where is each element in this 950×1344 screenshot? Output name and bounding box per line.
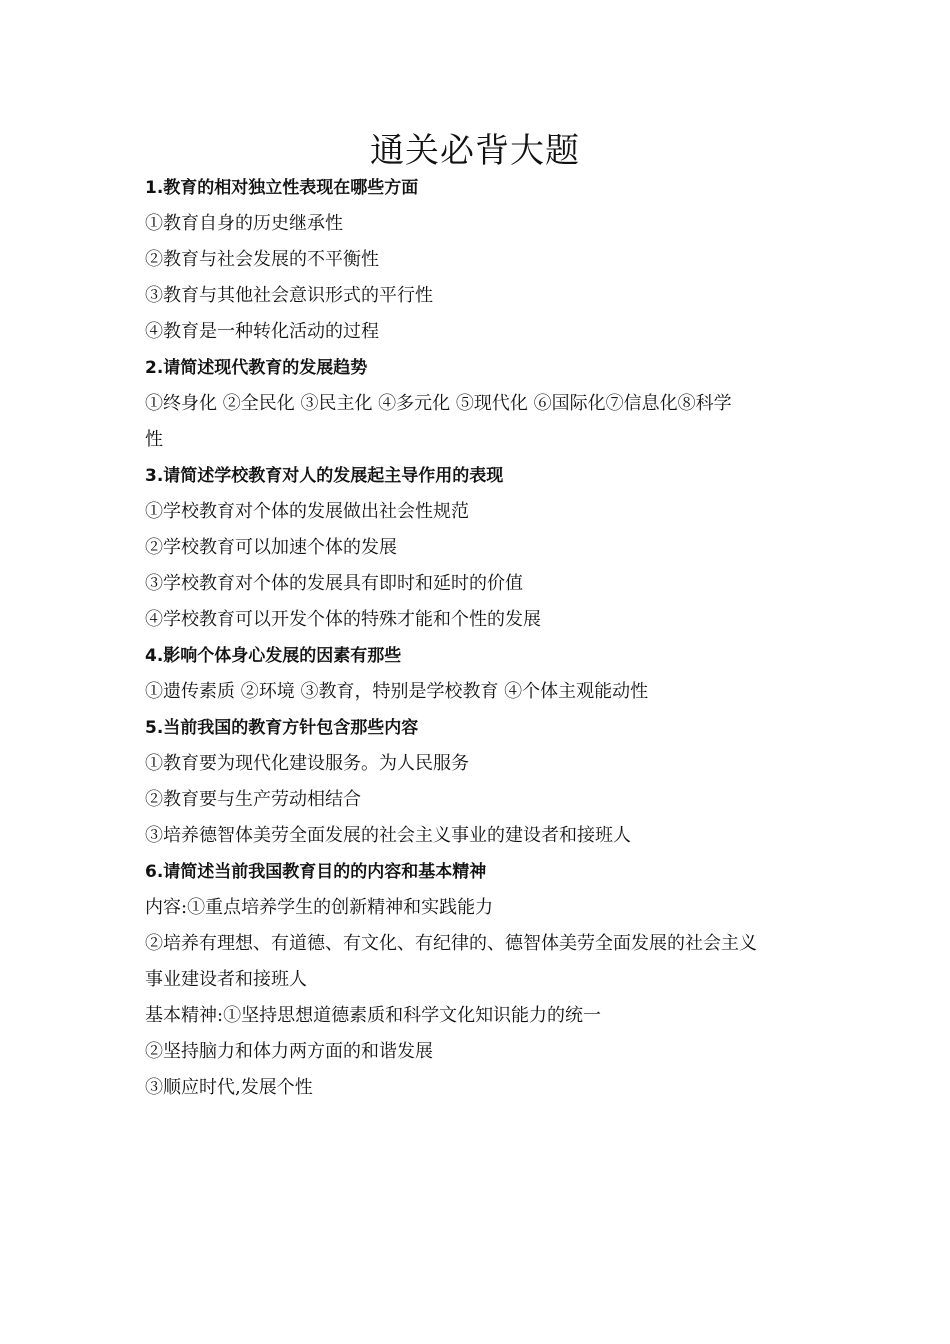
- question-heading: 1.教育的相对独立性表现在哪些方面: [145, 178, 419, 198]
- answer-line: ④学校教育可以开发个体的特殊才能和个性的发展: [145, 609, 541, 630]
- answer-line: ③顺应时代,发展个性: [145, 1077, 313, 1098]
- answer-line: ①学校教育对个体的发展做出社会性规范: [145, 501, 469, 522]
- answer-line: 基本精神:①坚持思想道德素质和科学文化知识能力的统一: [145, 1005, 602, 1026]
- answer-line: ②培养有理想、有道德、有文化、有纪律的、德智体美劳全面发展的社会主义: [145, 933, 757, 954]
- answer-line: ①终身化 ②全民化 ③民主化 ④多元化 ⑤现代化 ⑥国际化⑦信息化⑧科学: [145, 393, 732, 414]
- question-heading: 3.请简述学校教育对人的发展起主导作用的表现: [145, 466, 504, 486]
- question-heading: 2.请简述现代教育的发展趋势: [145, 358, 368, 378]
- answer-line: ③培养德智体美劳全面发展的社会主义事业的建设者和接班人: [145, 825, 631, 846]
- question-heading: 5.当前我国的教育方针包含那些内容: [145, 718, 419, 738]
- answer-line: ①教育要为现代化建设服务。为人民服务: [145, 753, 469, 774]
- answer-line: 内容:①重点培养学生的创新精神和实践能力: [145, 897, 494, 918]
- document-body: [145, 170, 815, 1106]
- question-heading: 6.请简述当前我国教育目的的内容和基本精神: [145, 862, 487, 882]
- answer-line: 事业建设者和接班人: [145, 969, 307, 990]
- page-title: 通关必背大题: [370, 131, 580, 171]
- answer-line: ②坚持脑力和体力两方面的和谐发展: [145, 1041, 433, 1062]
- answer-line: ②学校教育可以加速个体的发展: [145, 537, 397, 558]
- answer-line: ③学校教育对个体的发展具有即时和延时的价值: [145, 573, 523, 594]
- answer-line: ④教育是一种转化活动的过程: [145, 321, 379, 342]
- question-heading: 4.影响个体身心发展的因素有那些: [145, 646, 402, 666]
- answer-line: ②教育要与生产劳动相结合: [145, 789, 361, 810]
- answer-line: ②教育与社会发展的不平衡性: [145, 249, 379, 270]
- answer-line: ①遗传素质 ②环境 ③教育，特别是学校教育 ④个体主观能动性: [145, 681, 649, 702]
- answer-line: 性: [145, 429, 163, 450]
- answer-line: ③教育与其他社会意识形式的平行性: [145, 285, 433, 306]
- answer-line: ①教育自身的历史继承性: [145, 213, 343, 234]
